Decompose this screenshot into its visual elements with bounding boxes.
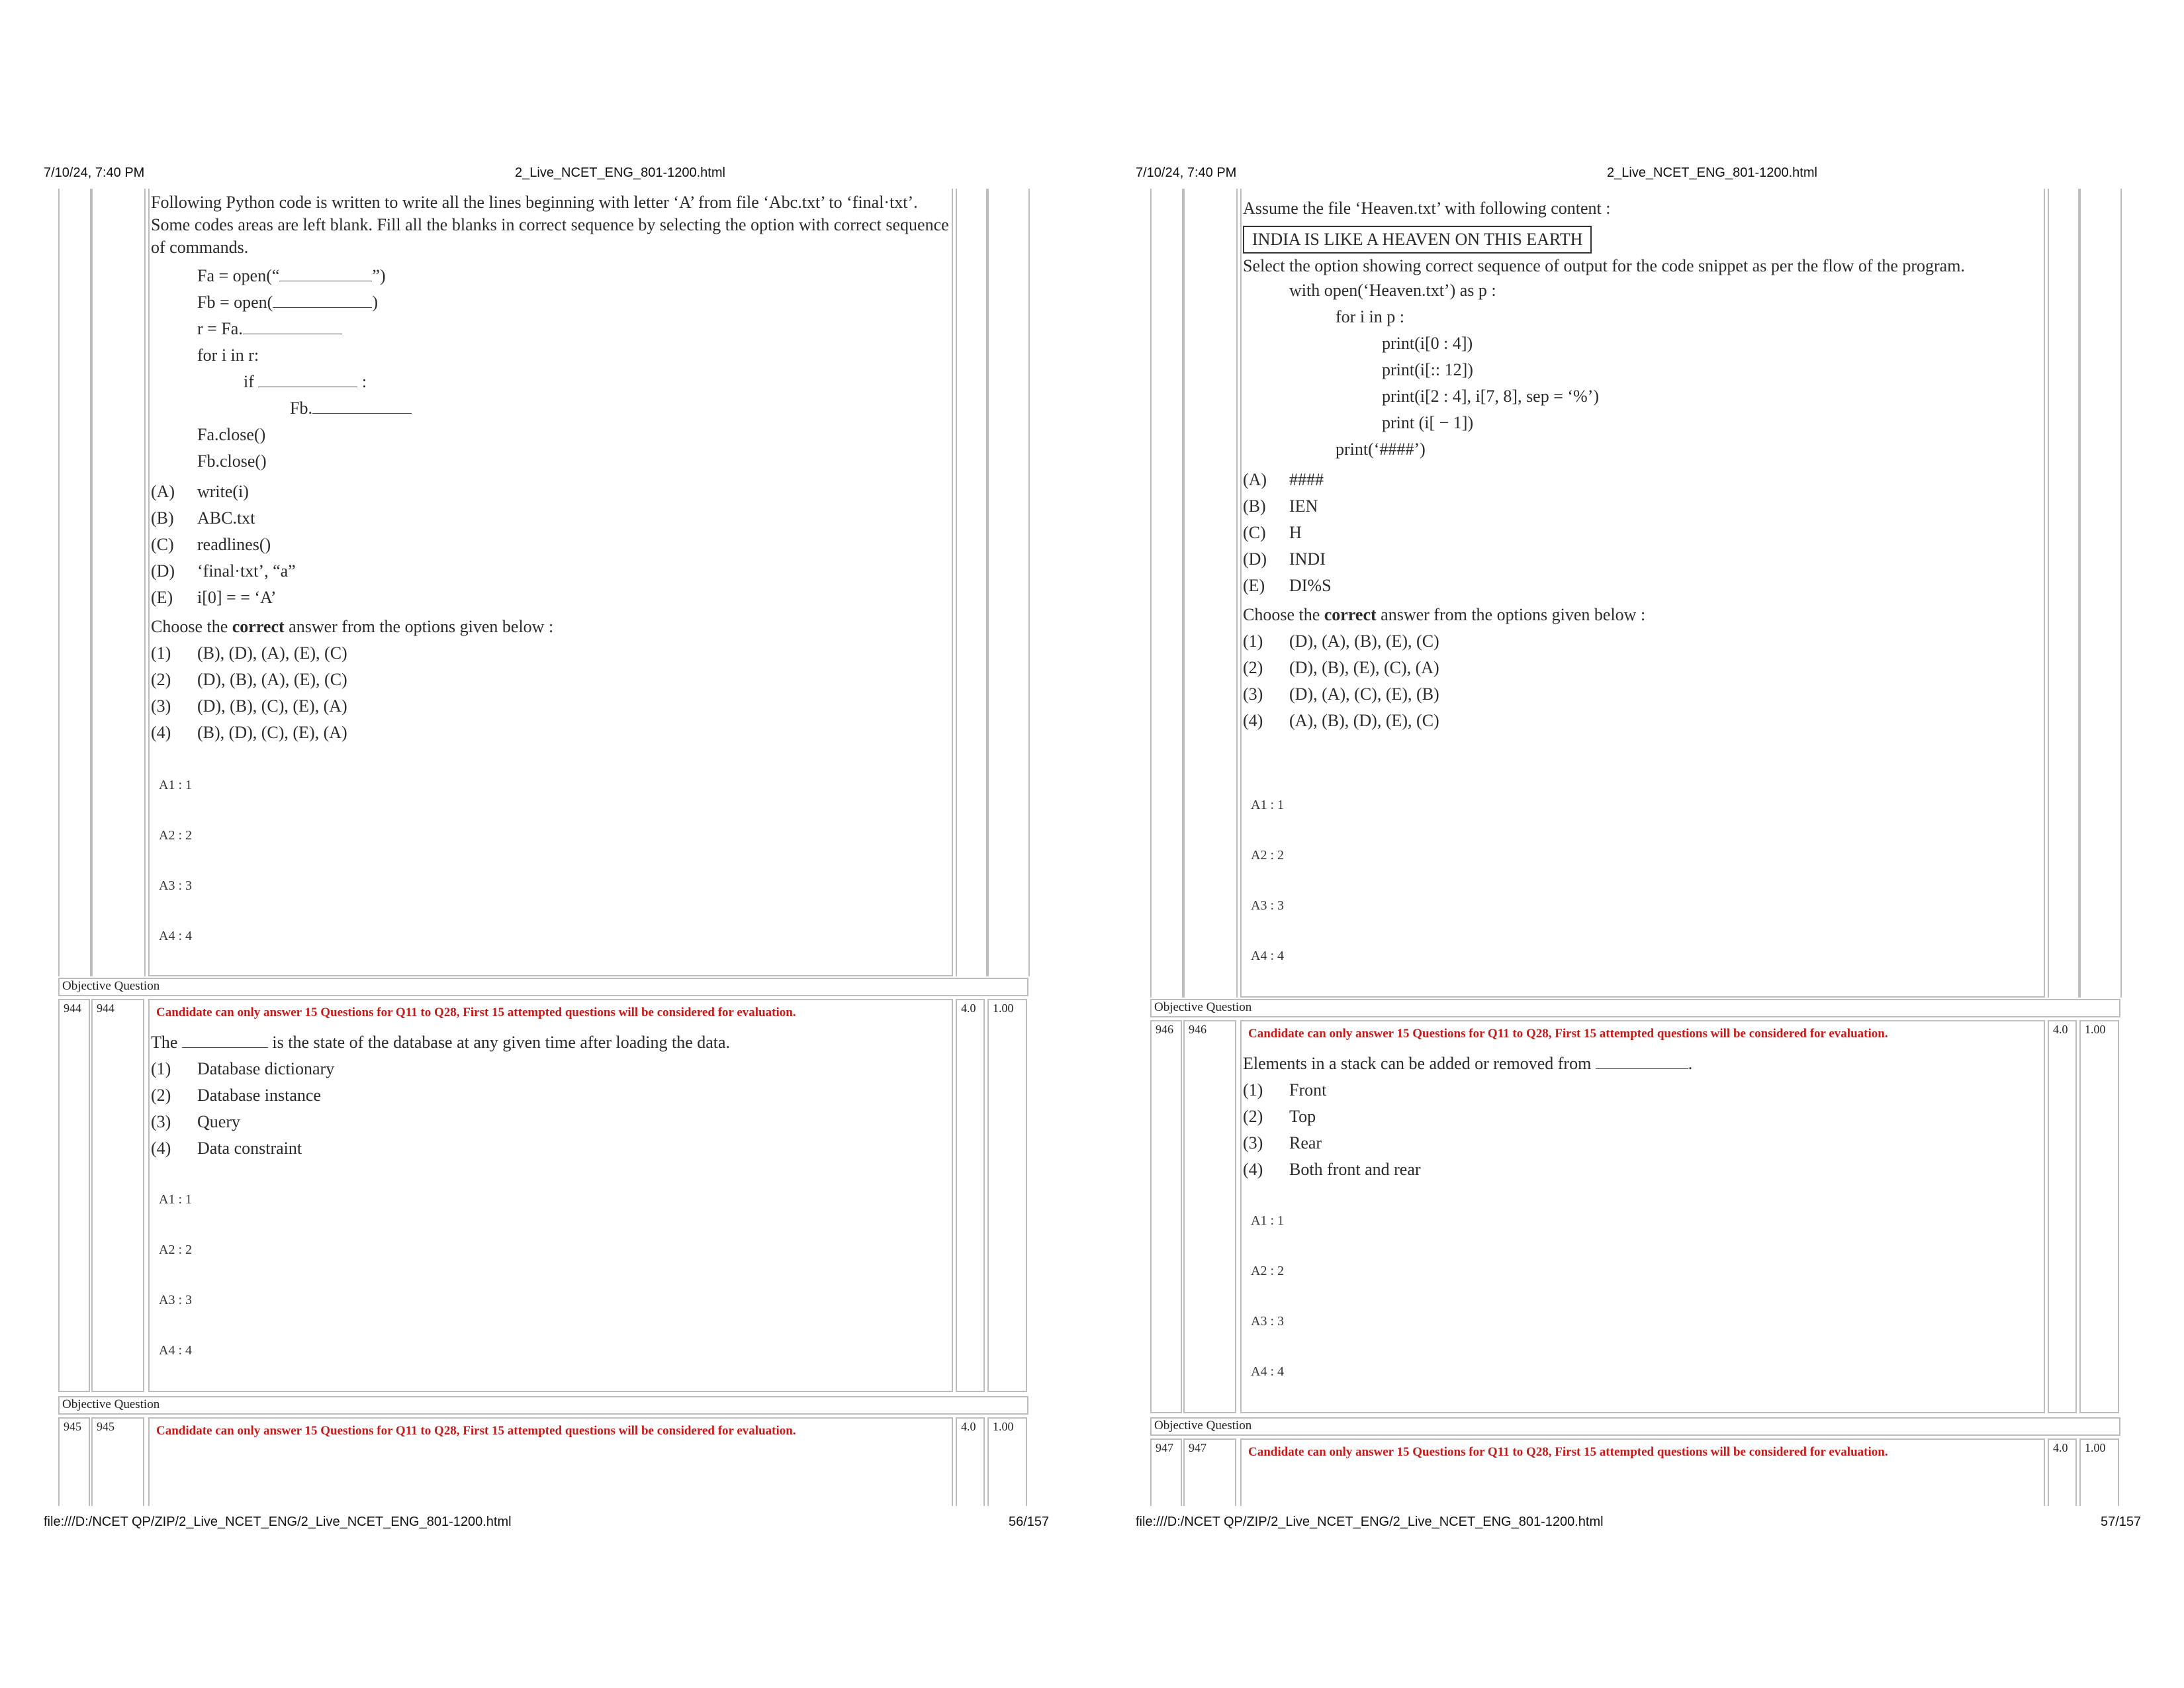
marks-value: 4.0 [961,1002,976,1015]
item: (B) IEN [1243,496,1318,516]
serial-number: 947 [1156,1441,1173,1454]
item: (D) ‘final·txt’, “a” [151,561,296,581]
header-datetime: 7/10/24, 7:40 PM [1136,165,1237,180]
option[interactable]: (1) Front [1243,1080,1327,1100]
footer-path: file:///D:/NCET QP/ZIP/2_Live_NCET_ENG/2_Live_NCET_ENG_801-1200.html [44,1515,512,1529]
option[interactable]: (1) Database dictionary [151,1059,335,1078]
answer-key: A4 : 4 [159,929,192,943]
option-list [151,1056,1011,1162]
item: (A) #### [1243,470,1324,489]
option[interactable]: (3) Rear [1243,1133,1322,1152]
attempt-instruction: Candidate can only answer 15 Questions for Q11 to Q28, First 15 attempted questions will be considered for evaluation. [1248,1445,1888,1459]
option[interactable]: (4) Data constraint [151,1139,302,1158]
footer-page-number: 57/157 [2101,1515,2142,1529]
answer-key: A3 : 3 [1251,1314,1284,1329]
item: (E) DI%S [1243,576,1332,595]
col-sno-rail [1150,189,1183,998]
code-line: Fb. [151,395,1011,422]
marks-value: 4.0 [961,1420,976,1433]
question-table [1150,189,2127,1506]
header-title: 2_Live_NCET_ENG_801-1200.html [1607,165,1817,180]
code-line: print(i[:: 12]) [1382,360,1473,379]
marks-value: 4.0 [2053,1441,2068,1454]
option[interactable]: (2) (D), (B), (E), (C), (A) [1243,658,1439,677]
option-list [1243,1077,2103,1183]
qid-cell [1183,1020,1236,1413]
choose-instruction: Choose the correct answer from the options given below : [1243,605,1646,624]
option[interactable]: (3) (D), (A), (C), (E), (B) [1243,684,1439,704]
answer-key: A2 : 2 [1251,1264,1284,1278]
col-qid-rail [91,189,146,976]
answer-key: A2 : 2 [159,828,192,843]
answer-key: A2 : 2 [1251,848,1284,863]
question-stem: Elements in a stack can be added or removed from . [1243,1054,1693,1073]
sno-cell [1150,1020,1182,1413]
answer-key: A2 : 2 [159,1243,192,1257]
answer-key: A4 : 4 [1251,949,1284,963]
code-line: with open(‘Heaven.txt’) as p : [1289,281,1496,300]
attempt-instruction: Candidate can only answer 15 Questions for Q11 to Q28, First 15 attempted questions will be considered for evaluation. [1248,1027,1888,1041]
question-946 [1243,1051,2103,1183]
option-list [151,640,1011,746]
answer-key: A3 : 3 [159,878,192,893]
item: (C) readlines() [151,535,271,554]
header-datetime: 7/10/24, 7:40 PM [44,165,145,180]
option[interactable]: (1) (D), (A), (B), (E), (C) [1243,632,1439,651]
question-id: 946 [1189,1023,1206,1036]
header-title: 2_Live_NCET_ENG_801-1200.html [515,165,725,180]
code-line: print (i[ − 1]) [1382,413,1474,432]
option[interactable]: (4) Both front and rear [1243,1160,1421,1179]
serial-number: 945 [64,1420,81,1433]
answer-key: A1 : 1 [1251,1213,1284,1228]
code-line: print(‘####’) [1336,440,1426,459]
question-id: 947 [1189,1441,1206,1454]
code-line: Fb = open( ) [197,293,378,312]
negative-marks-value: 1.00 [993,1002,1014,1015]
answer-key: A1 : 1 [159,778,192,792]
answer-key: A3 : 3 [159,1293,192,1307]
serial-number: 946 [1156,1023,1173,1036]
question-944 [151,1029,1011,1162]
footer-path: file:///D:/NCET QP/ZIP/2_Live_NCET_ENG/2_Live_NCET_ENG_801-1200.html [1136,1515,1604,1529]
objective-question-label: Objective Question [58,978,1028,996]
serial-number: 944 [64,1002,81,1015]
col-qid-rail [1183,189,1238,998]
file-content-box: INDIA IS LIKE A HEAVEN ON THIS EARTH [1243,226,1592,254]
attempt-instruction: Candidate can only answer 15 Questions for Q11 to Q28, First 15 attempted questions will be considered for evaluation. [156,1006,796,1019]
blank [258,373,357,387]
question-table [58,189,1035,1506]
objective-question-label: Objective Question [1150,999,2120,1017]
code-line: r = Fa. [151,316,1011,342]
negative-marks-value: 1.00 [2085,1441,2106,1454]
marks-value: 4.0 [2053,1023,2068,1036]
option[interactable]: (2) Database instance [151,1086,321,1105]
choose-instruction: Choose the correct answer from the options given below : [151,617,554,636]
question-stem: Following Python code is written to write all the lines beginning with letter ‘A’ from file ‘Abc.txt’ to ‘final·txt’. Some codes areas are left blank. Fill all the blanks in correct sequence by selecting the option with correct sequence of commands. [151,193,949,257]
answer-key: A1 : 1 [159,1192,192,1207]
item: (E) i[0] = = ‘A’ [151,588,277,607]
item: (C) H [1243,523,1302,542]
blank [312,400,412,414]
blank [273,294,372,308]
question-945 [1243,195,2103,734]
page-57 [1092,0,2184,1688]
col-sno-rail [58,189,91,976]
question-943 [151,191,1011,746]
answer-key: A3 : 3 [1251,898,1284,913]
question-id: 945 [97,1420,114,1433]
objective-question-label: Objective Question [58,1396,1028,1415]
code-line: print(i[0 : 4]) [1382,334,1473,353]
blank [1596,1055,1688,1069]
sno-cell [58,999,90,1392]
option[interactable]: (2) Top [1243,1107,1316,1126]
question-id: 944 [97,1002,114,1015]
item: (D) INDI [1243,549,1326,569]
answer-key: A1 : 1 [1251,798,1284,812]
item-list [151,479,1011,611]
item-list [1243,467,2103,599]
option[interactable]: (3) (D), (B), (C), (E), (A) [151,696,347,716]
negative-marks-value: 1.00 [2085,1023,2106,1036]
footer-page-number: 56/157 [1009,1515,1050,1529]
option[interactable]: (1) (B), (D), (A), (E), (C) [151,643,347,663]
code-line: Fb.close() [197,451,267,471]
objective-question-label: Objective Question [1150,1417,2120,1436]
answer-key: A4 : 4 [159,1343,192,1358]
option-list [1243,628,2103,734]
question-stem: The is the state of the database at any given time after loading the data. [151,1033,731,1052]
item: (B) ABC.txt [151,508,255,528]
attempt-instruction: Candidate can only answer 15 Questions for Q11 to Q28, First 15 attempted questions will be considered for evaluation. [156,1424,796,1438]
negative-marks-value: 1.00 [993,1420,1014,1433]
option[interactable]: (4) (B), (D), (C), (E), (A) [151,723,347,742]
code-line: print(i[2 : 4], i[7, 8], sep = ‘%’) [1382,387,1600,406]
blank [182,1034,268,1048]
blank [243,320,342,334]
code-line: for i in r: [197,346,259,365]
code-line: for i in p : [1336,307,1404,326]
blank [279,267,372,281]
option[interactable]: (4) (A), (B), (D), (E), (C) [1243,711,1439,730]
option[interactable]: (2) (D), (B), (A), (E), (C) [151,670,347,689]
item: (A) write(i) [151,482,249,501]
code-line: Fa.close() [197,425,266,444]
answer-key: A4 : 4 [1251,1364,1284,1379]
option[interactable]: (3) Query [151,1112,240,1131]
code-line: Fa = open(“ ”) [197,266,386,285]
code-line: if : [244,372,367,391]
question-stem: Select the option showing correct sequence of output for the code snippet as per the flow of the program. [1243,256,1965,275]
qid-cell [91,999,144,1392]
question-intro: Assume the file ‘Heaven.txt’ with following content : [1243,199,1611,218]
